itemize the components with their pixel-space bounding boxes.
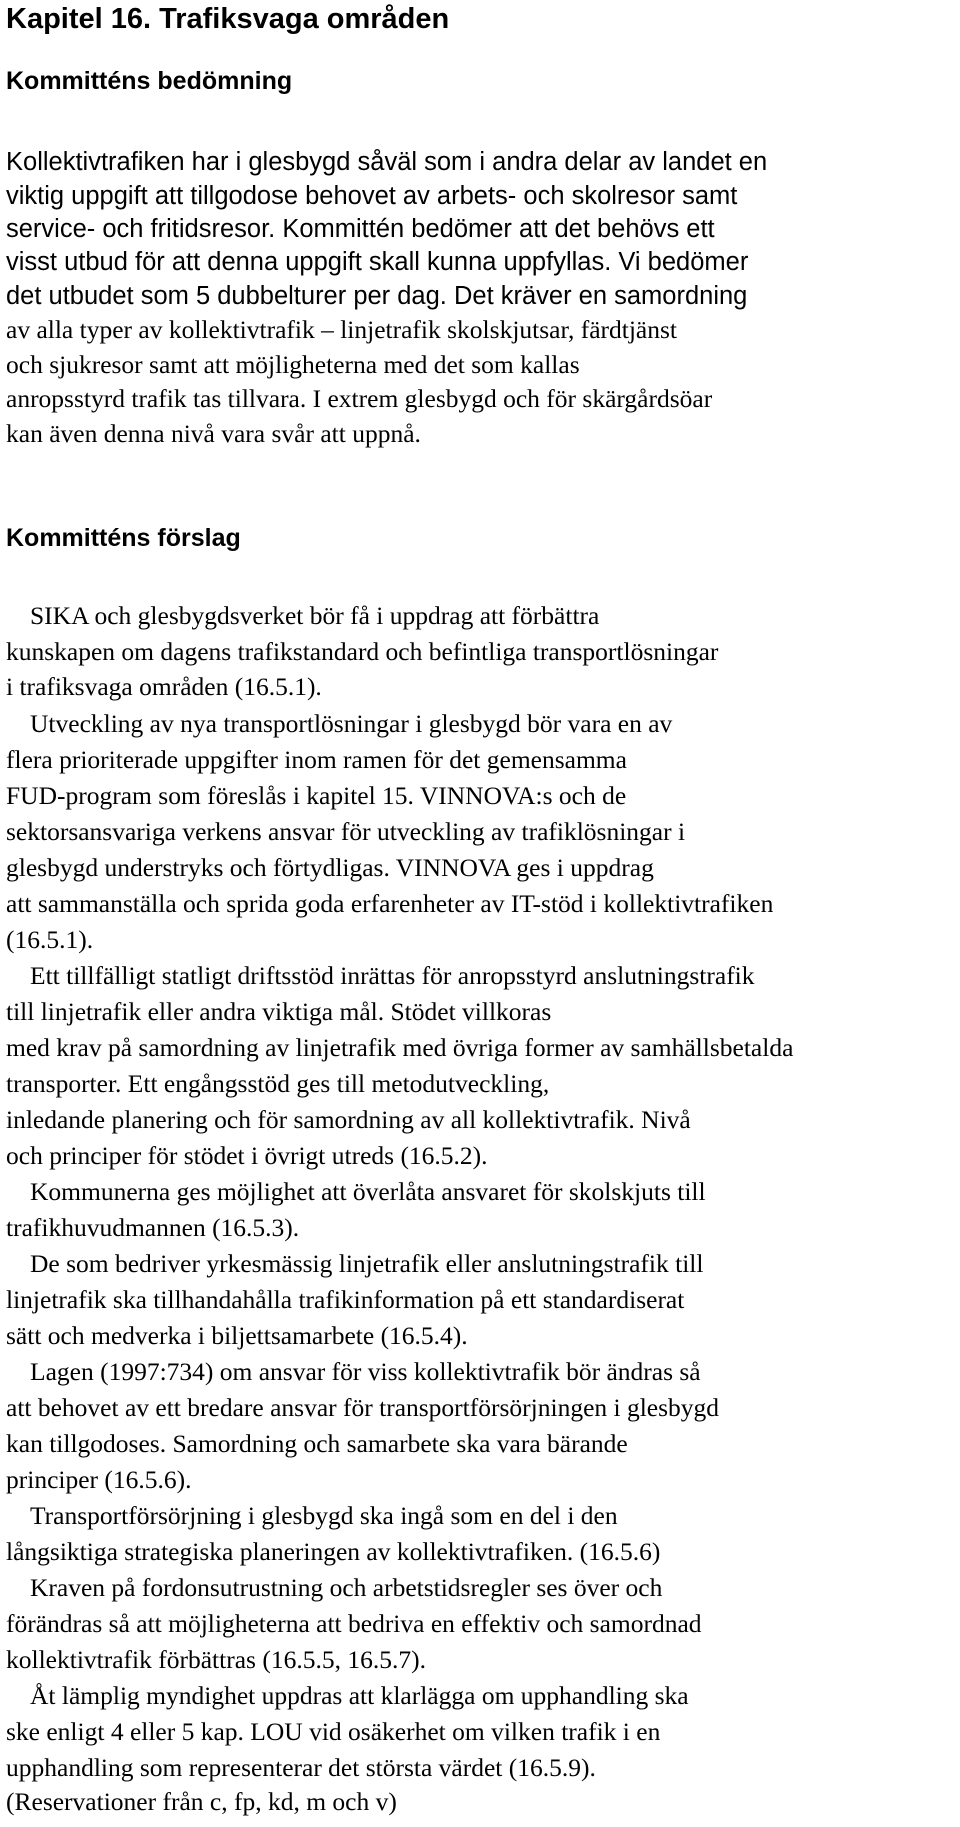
proposal-line: De som bedriver yrkesmässig linjetrafik eller anslutningstrafik till: [30, 1249, 704, 1278]
assessment-heading: Kommitténs bedömning: [6, 67, 293, 95]
proposal-line: inledande planering och för samordning av all kollektivtrafik. Nivå: [6, 1105, 691, 1134]
proposal-line: sektorsansvariga verkens ansvar för utveckling av trafiklösningar i: [6, 817, 686, 846]
proposal-line: flera prioriterade uppgifter inom ramen för det gemensamma: [6, 745, 627, 774]
proposal-line: glesbygd understryks och förtydligas. VINNOVA ges i uppdrag: [6, 853, 654, 882]
proposal-line: förändras så att möjligheterna att bedriva en effektiv och samordnad: [6, 1609, 702, 1638]
assessment-line: av alla typer av kollektivtrafik – linjetrafik skolskjutsar, färdtjänst: [6, 315, 677, 344]
assessment-line: Kollektivtrafiken har i glesbygd såväl som i andra delar av landet en: [6, 148, 768, 176]
assessment-line: service- och fritidsresor. Kommittén bedömer att det behövs ett: [6, 215, 715, 243]
assessment-line: anropsstyrd trafik tas tillvara. I extrem glesbygd och för skärgårdsöar: [6, 384, 713, 413]
reservations-note: (Reservationer från c, fp, kd, m och v): [6, 1787, 397, 1816]
proposal-line: linjetrafik ska tillhandahålla trafikinformation på ett standardiserat: [6, 1285, 685, 1314]
assessment-line: det utbudet som 5 dubbelturer per dag. Det kräver en samordning: [6, 282, 748, 310]
proposal-line: kunskapen om dagens trafikstandard och befintliga transportlösningar: [6, 637, 719, 666]
proposal-line: transporter. Ett engångsstöd ges till metodutveckling,: [6, 1069, 550, 1098]
proposal-line: FUD-program som föreslås i kapitel 15. VINNOVA:s och de: [6, 781, 627, 810]
proposal-line: att behovet av ett bredare ansvar för transportförsörjningen i glesbygd: [6, 1393, 720, 1422]
chapter-title: Kapitel 16. Trafiksvaga områden: [6, 3, 450, 35]
proposal-line: med krav på samordning av linjetrafik med övriga former av samhällsbetalda: [6, 1033, 794, 1062]
proposal-line: upphandling som representerar det största värdet (16.5.9).: [6, 1753, 596, 1782]
assessment-line: visst utbud för att denna uppgift skall kunna uppfyllas. Vi bedömer: [6, 248, 749, 276]
proposal-line: Kraven på fordonsutrustning och arbetstidsregler ses över och: [30, 1573, 663, 1602]
proposal-line: Transportförsörjning i glesbygd ska ingå som en del i den: [30, 1501, 618, 1530]
proposal-line: till linjetrafik eller andra viktiga mål. Stödet villkoras: [6, 997, 552, 1026]
proposal-line: kollektivtrafik förbättras (16.5.5, 16.5.7).: [6, 1645, 426, 1674]
proposal-line: kan tillgodoses. Samordning och samarbete ska vara bärande: [6, 1429, 628, 1458]
proposal-line: ske enligt 4 eller 5 kap. LOU vid osäkerhet om vilken trafik i en: [6, 1717, 661, 1746]
proposal-line: långsiktiga strategiska planeringen av kollektivtrafiken. (16.5.6): [6, 1537, 661, 1566]
proposal-line: Åt lämplig myndighet uppdras att klarlägga om upphandling ska: [30, 1681, 689, 1710]
proposal-line: att sammanställa och sprida goda erfarenheter av IT-stöd i kollektivtrafiken: [6, 889, 774, 918]
assessment-line: och sjukresor samt att möjligheterna med det som kallas: [6, 350, 580, 379]
proposal-line: sätt och medverka i biljettsamarbete (16.5.4).: [6, 1321, 468, 1350]
proposal-line: trafikhuvudmannen (16.5.3).: [6, 1213, 300, 1242]
assessment-line: viktig uppgift att tillgodose behovet av arbets- och skolresor samt: [6, 182, 738, 210]
assessment-line: kan även denna nivå vara svår att uppnå.: [6, 419, 421, 448]
proposal-line: principer (16.5.6).: [6, 1465, 192, 1494]
proposal-line: Kommunerna ges möjlighet att överlåta ansvaret för skolskjuts till: [30, 1177, 706, 1206]
proposal-line: i trafiksvaga områden (16.5.1).: [6, 672, 322, 701]
proposal-line: Ett tillfälligt statligt driftsstöd inrättas för anropsstyrd anslutningstrafik: [30, 961, 755, 990]
proposal-line: Utveckling av nya transportlösningar i glesbygd bör vara en av: [30, 709, 673, 738]
proposal-line: (16.5.1).: [6, 925, 94, 954]
proposal-line: Lagen (1997:734) om ansvar för viss kollektivtrafik bör ändras så: [30, 1357, 701, 1386]
proposal-heading: Kommitténs förslag: [6, 524, 241, 552]
proposal-line: och principer för stödet i övrigt utreds (16.5.2).: [6, 1141, 488, 1170]
proposal-line: SIKA och glesbygdsverket bör få i uppdrag att förbättra: [30, 601, 600, 630]
